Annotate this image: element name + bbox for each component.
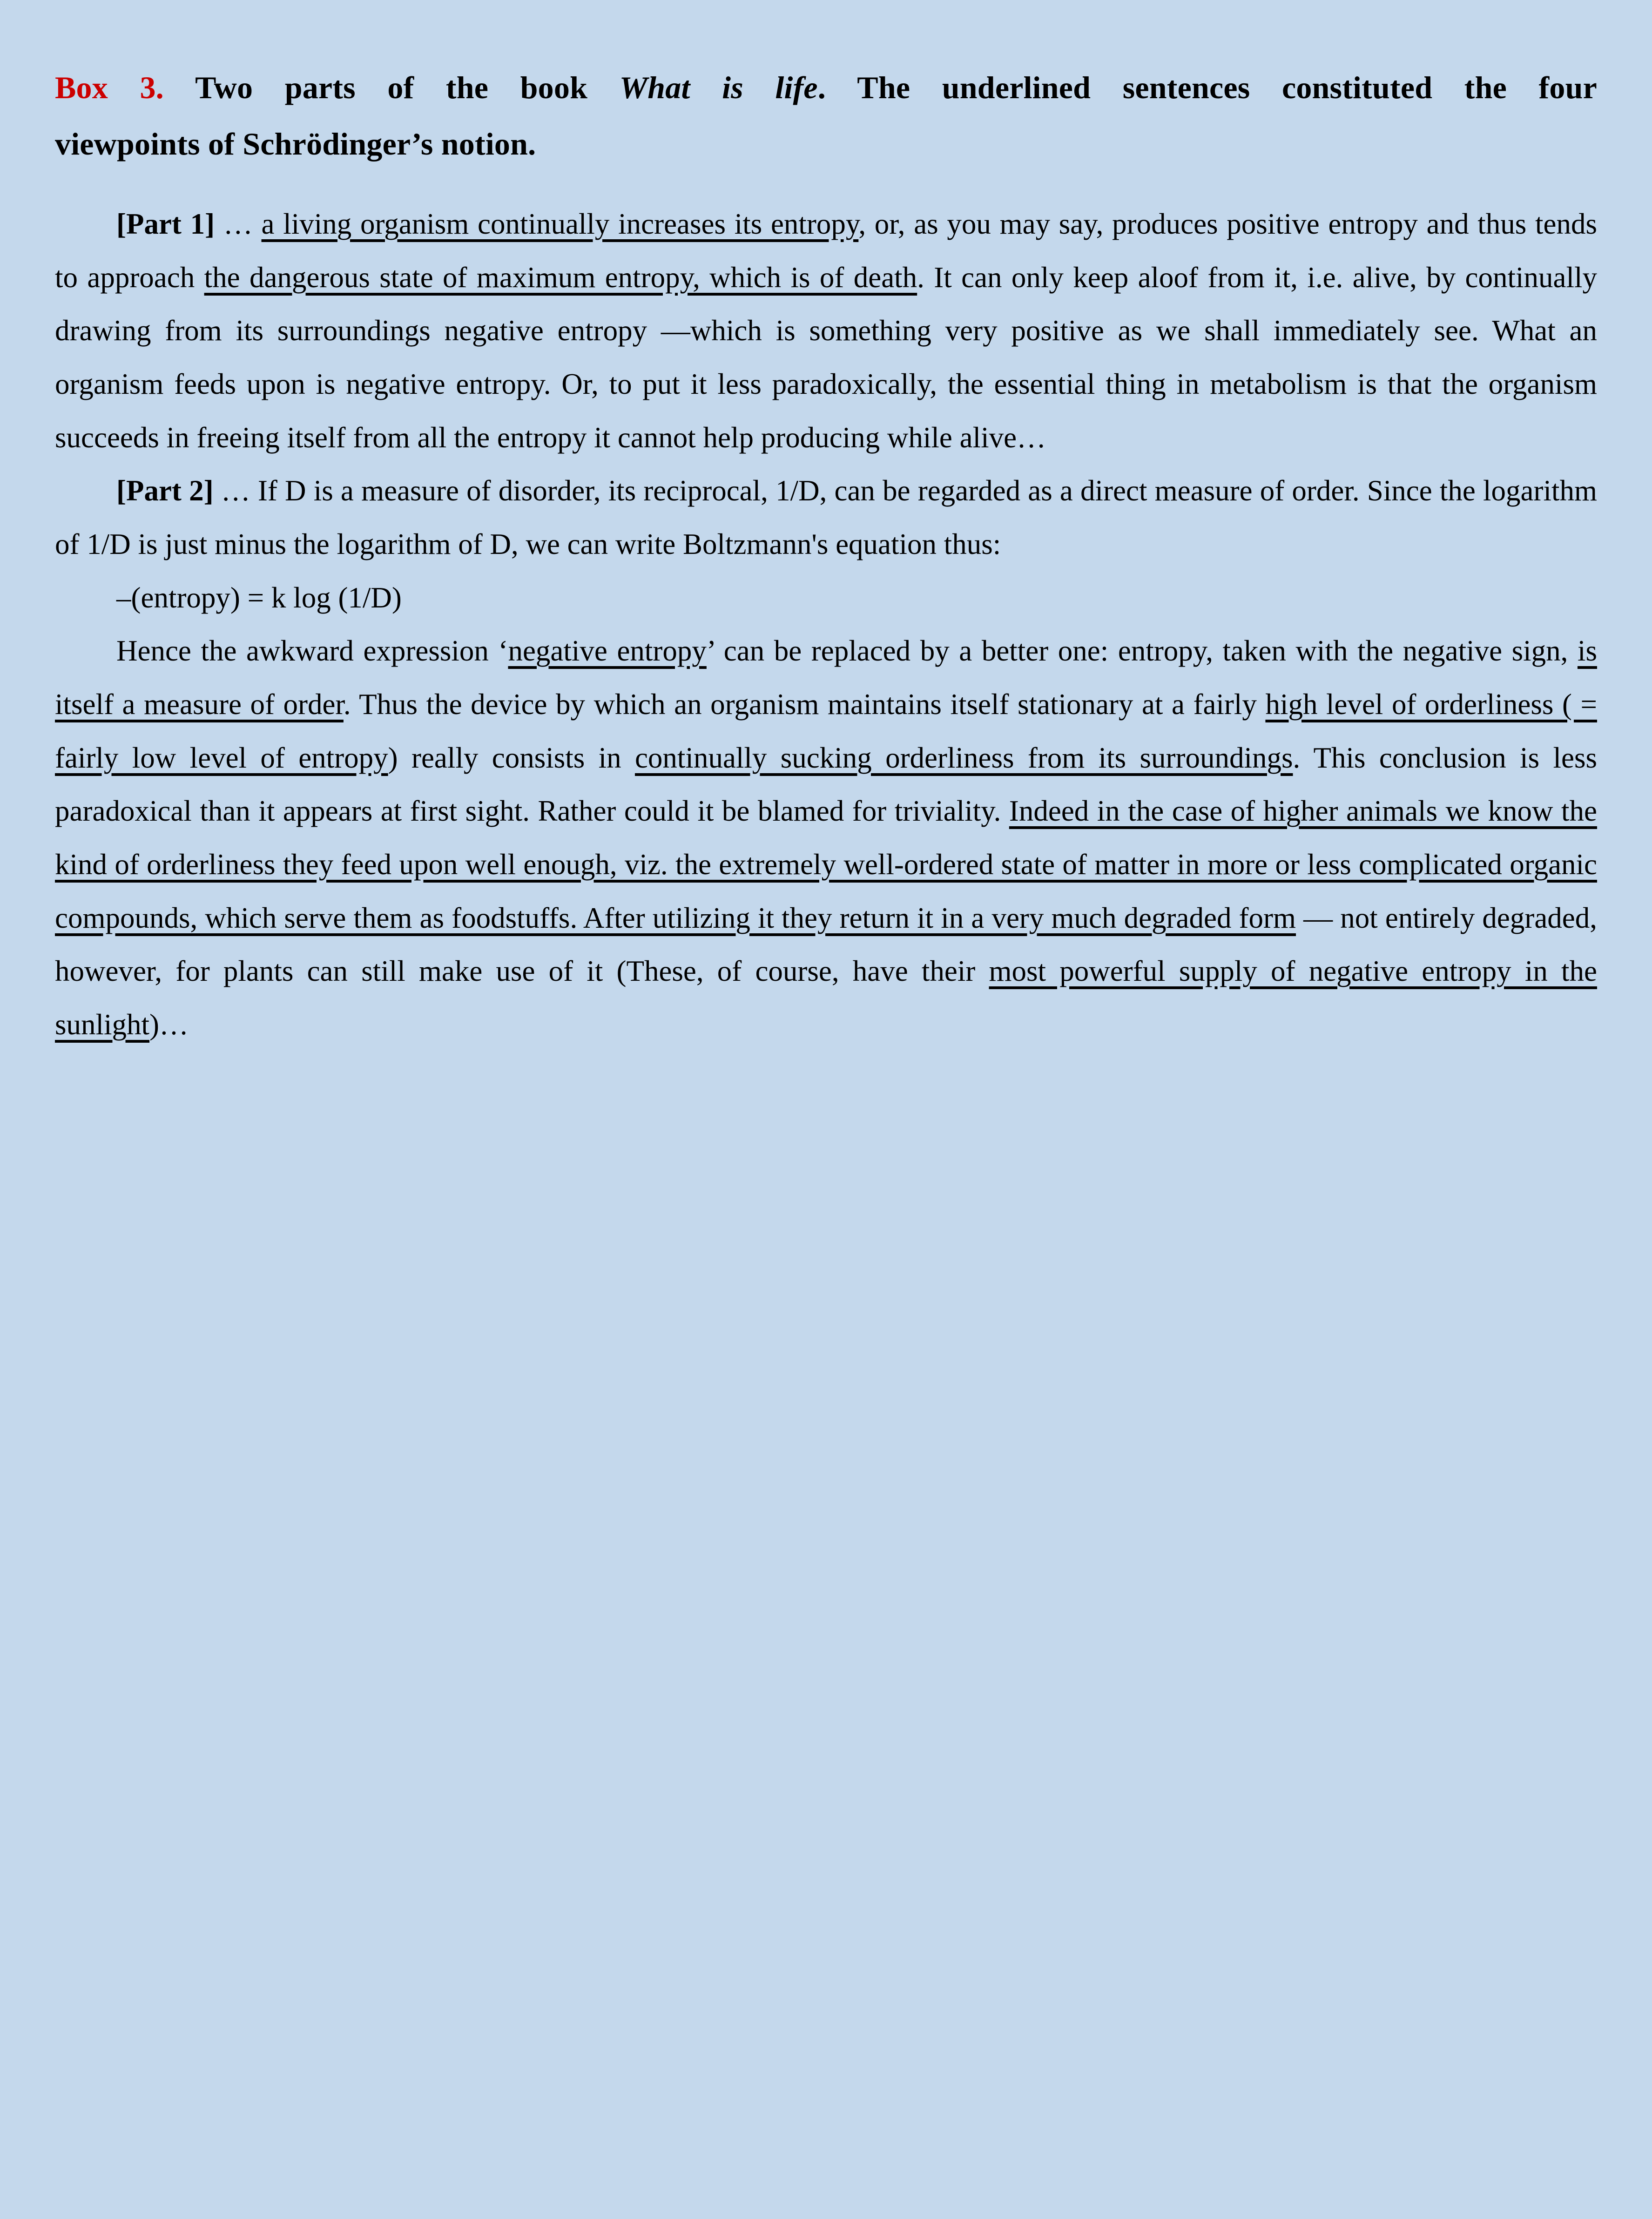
part2-underline-2: is itself a measure of order — [55, 634, 1597, 721]
part2-seg3: ’ can be replaced by a better one: entropy, taken with the negative sign, — [706, 634, 1578, 668]
part1-seg2: , or, as you may say, produces positive entropy and thus tends to approach — [55, 208, 1598, 294]
part2-paragraph-intro — [55, 464, 1597, 571]
part2-underline-5: Indeed in the case of higher animals we know the kind of orderliness they feed upon well enough, viz. the extremely well-ordered state of matter in more or less complicated organic compounds, which serve them as foodstuffs. After utilizing it they return it in a very much degraded form — [55, 795, 1598, 934]
boltzmann-equation: –(entropy) = k log (1/D) — [116, 581, 402, 614]
part2-seg2: Hence the awkward expression ‘ — [116, 634, 508, 668]
part2-underline-4: continually sucking orderliness from its surroundings — [634, 741, 1293, 774]
part2-underline-1: negative entropy — [508, 634, 707, 668]
part2-underline-3: high level of orderliness ( = fairly low level of entropy — [55, 688, 1597, 774]
box-heading-text-before: Two parts of the book — [163, 70, 620, 105]
part2-seg5: ) really consists in — [388, 741, 635, 774]
box-heading — [55, 60, 1597, 172]
box-heading-line-1 — [55, 60, 1597, 116]
part1-underline-1: a living organism continually increases its entropy — [261, 208, 859, 241]
part2-underline-6: most powerful supply of negative entropy in the sunlight — [55, 955, 1597, 1041]
part1-underline-2: the dangerous state of maximum entropy, which is of death — [204, 261, 917, 294]
box-heading-line-2: viewpoints of Schrödinger’s notion. — [55, 126, 536, 162]
part2-label: [Part 2] — [116, 474, 214, 507]
part2-seg7: — not entirely degraded, however, for plants can still make use of it (These, of course, have their — [55, 901, 1597, 988]
box-label: Box 3. — [55, 70, 164, 105]
part1-seg1: … — [215, 208, 262, 241]
part2-seg1: … If D is a measure of disorder, its reciprocal, 1/D, can be regarded as a direct measure of order. Since the logarithm of 1/D is just minus the logarithm of D, we can write Boltzmann's equation thus: — [55, 474, 1597, 560]
part2-seg8: )… — [149, 1008, 189, 1041]
part1-seg3: . It can only keep aloof from it, i.e. alive, by continually drawing from its surroundings negative entropy —which is something very positive as we shall immediately see. What an organism feeds upon is negative entropy. Or, to put it less paradoxically, the essential thing in metabolism is that the organism succeeds in freeing itself from all the entropy it cannot help producing while alive… — [55, 261, 1598, 454]
part2-seg6: . This conclusion is less paradoxical than it appears at first sight. Rather could it be blamed for triviality. — [55, 741, 1597, 828]
part2-seg4: . Thus the device by which an organism maintains itself stationary at a fairly — [343, 688, 1266, 721]
part2-paragraph-body — [55, 624, 1597, 1051]
part1-label: [Part 1] — [116, 208, 215, 241]
box-heading-text-after: . The underlined sentences constituted the four — [817, 70, 1597, 105]
book-title-italic: What is life — [619, 70, 818, 105]
part1-paragraph — [55, 197, 1597, 464]
